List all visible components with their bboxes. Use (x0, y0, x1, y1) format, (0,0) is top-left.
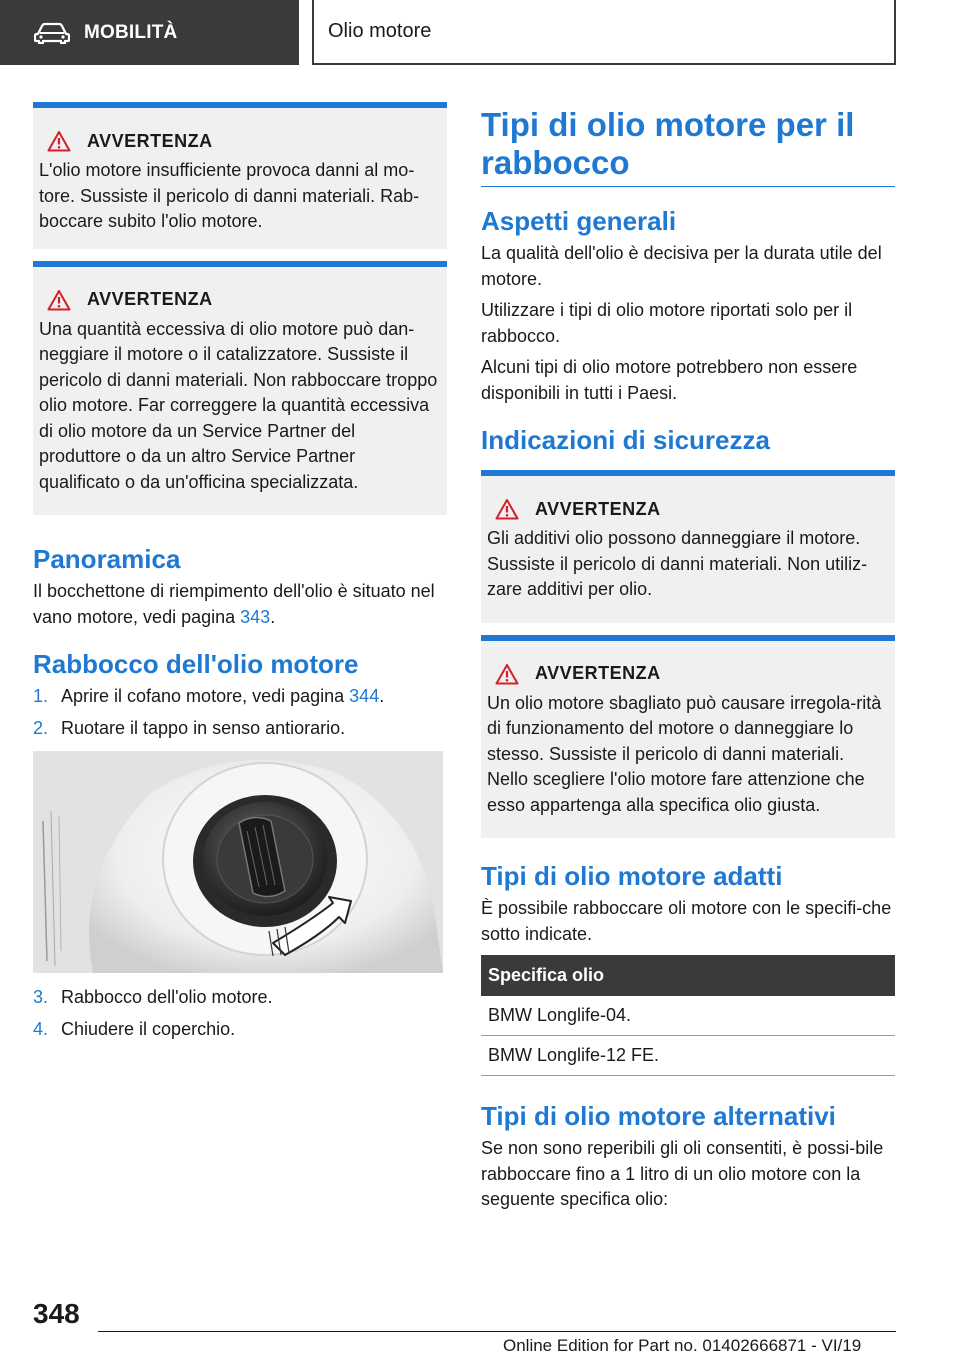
list-item: 2. Ruotare il tappo in senso antiorario. (33, 717, 346, 738)
warning-box (481, 635, 895, 839)
paragraph: La qualità dell'olio è decisiva per la durata utile del motore. (481, 243, 882, 289)
warning-text: Una quantità eccessiva di olio motore può dan-neggiare il motore o il catalizzatore. Sussiste il pericolo di danni materiali. Non rabboccare troppo olio motore. Far correggere la quantità eccessiva di olio motore da un Service Partner del produttore o da un altro Service Partner qualificato o da un'officina specializzata. (39, 318, 438, 492)
oil-cap-image (33, 751, 443, 973)
paragraph: Se non sono reperibili gli oli consentiti, è possi-bile rabboccare fino a 1 litro di un olio motore con la seguente specifica olio: (481, 1138, 884, 1209)
warning-triangle-icon (47, 130, 71, 152)
warning-triangle-icon (495, 663, 519, 685)
warning-title: AVVERTENZA (87, 289, 213, 309)
panoramica-text: Il bocchettone di riempimento dell'olio è situato nel vano motore, vedi pagina 343. (33, 581, 435, 627)
car-icon (34, 22, 70, 44)
warning-text: Un olio motore sbagliato può causare irregola-rità di funzionamento del motore o danneggiare lo stesso. Sussiste il pericolo di danni materiali. Nello scegliere l'olio motore fare attenzione che esso appartenga alla specifica olio giusta. (487, 692, 882, 815)
heading-sicurezza: Indicazioni di sicurezza (481, 425, 770, 455)
warning-box (33, 102, 447, 249)
page-link[interactable]: 343 (240, 606, 271, 627)
warning-title: AVVERTENZA (535, 498, 661, 519)
warning-box (33, 261, 447, 516)
table-header: Specifica olio (481, 955, 895, 996)
footer-divider (98, 1331, 896, 1332)
list-item: 3. Rabbocco dell'olio motore. (33, 987, 273, 1007)
warning-text: Gli additivi olio possono danneggiare il motore. Sussiste il pericolo di danni materiali. Non utiliz-zare additivi per olio. (487, 528, 868, 599)
chapter-title: Olio motore (328, 20, 432, 42)
heading-aspetti-generali: Aspetti generali (481, 206, 677, 236)
paragraph: È possibile rabboccare oli motore con le specifi-che sotto indicate. (481, 898, 892, 944)
heading-alternativi: Tipi di olio motore alternativi (481, 1101, 836, 1131)
table-row (481, 996, 895, 1036)
right-column (481, 106, 895, 1219)
section-tab (0, 0, 299, 65)
table-row (481, 1036, 895, 1076)
steps-list (33, 985, 447, 1042)
steps-list (33, 684, 447, 741)
oil-cap-illustration (33, 751, 443, 973)
table-header-row (481, 955, 895, 996)
edition-text: Online Edition for Part no. 01402666871 - VI/19 (503, 1336, 862, 1355)
warning-text: L'olio motore insufficiente provoca danni al mo-tore. Sussiste il pericolo di danni materiali. Rab-boccare subito l'olio motore. (39, 160, 420, 231)
warning-title: AVVERTENZA (535, 663, 661, 683)
table-cell: BMW Longlife-12 FE. (481, 1036, 895, 1076)
left-column (33, 102, 447, 1048)
chapter-header (312, 0, 896, 65)
warning-box (481, 470, 895, 623)
heading-adatti: Tipi di olio motore adatti (481, 861, 783, 891)
page-number: 348 (33, 1298, 80, 1329)
oil-spec-table (481, 955, 895, 1076)
table-cell: BMW Longlife-04. (481, 996, 895, 1036)
page-title: Tipi di olio motore per il rabbocco (481, 106, 895, 187)
paragraph: Utilizzare i tipi di olio motore riportati solo per il rabbocco. (481, 300, 853, 346)
warning-title: AVVERTENZA (87, 130, 213, 151)
section-title: MOBILITÀ (84, 21, 178, 43)
page-link[interactable]: 344 (349, 686, 380, 706)
warning-triangle-icon (495, 498, 519, 520)
list-item: 4. Chiudere il coperchio. (33, 1018, 236, 1039)
heading-rabbocco: Rabbocco dell'olio motore (33, 649, 359, 679)
heading-panoramica: Panoramica (33, 544, 181, 574)
warning-triangle-icon (47, 289, 71, 311)
list-item: 1. Aprire il cofano motore, vedi pagina 344. (33, 686, 385, 706)
paragraph: Alcuni tipi di olio motore potrebbero non essere disponibili in tutti i Paesi. (481, 357, 858, 403)
